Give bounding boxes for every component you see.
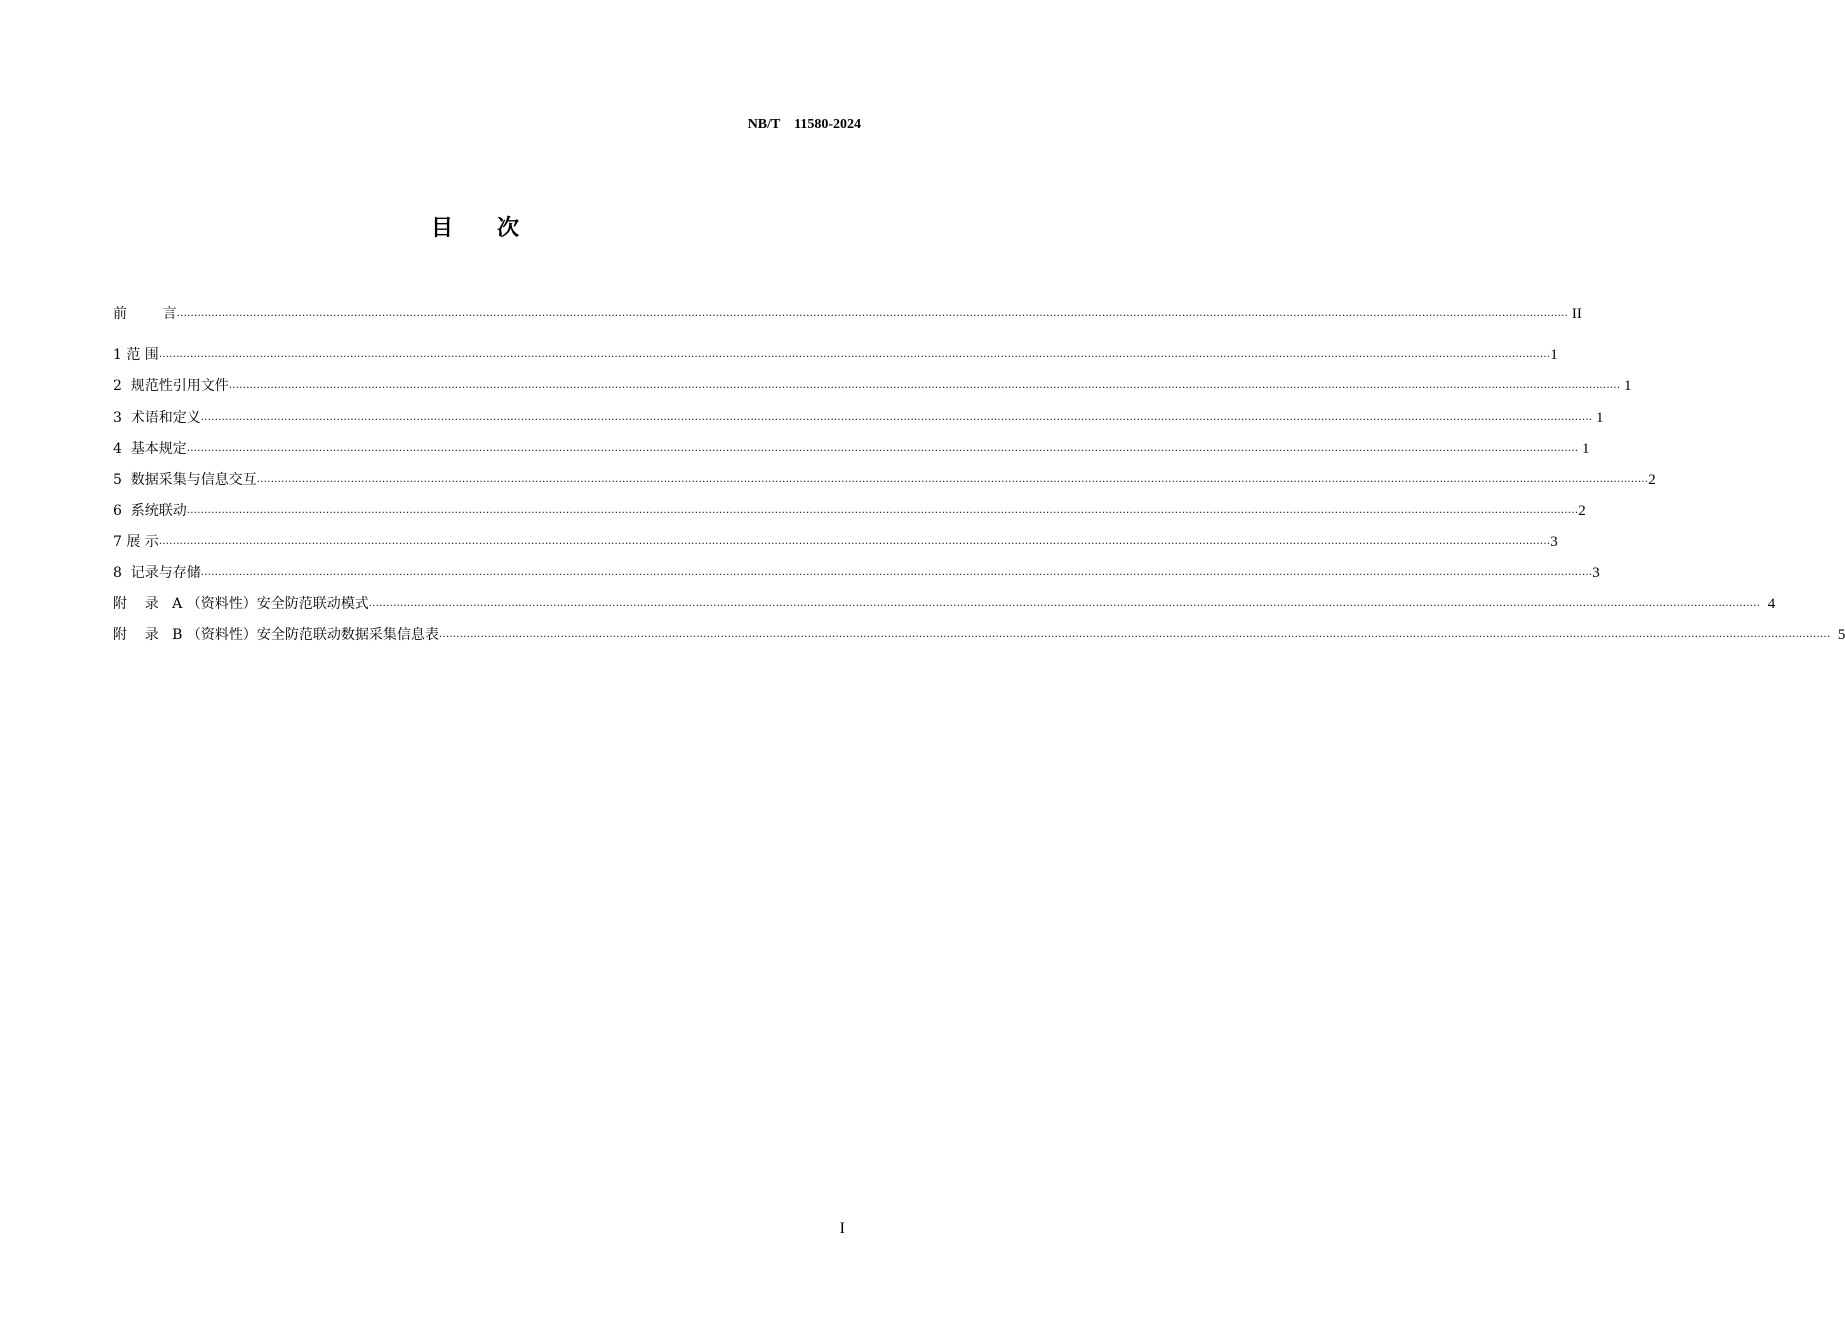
- toc-entry-label: 附 录 A （资料性）安全防范联动模式: [113, 596, 369, 612]
- toc-leader-dots: ................................................................................................................................................................................................................................................................................................................................................................................................................: [228, 380, 1621, 391]
- toc-entry-annex-b[interactable]: [113, 623, 1845, 645]
- toc-leader-dots: ................................................................................................................................................................................................................................................................................................................................................................................................................: [186, 505, 1579, 516]
- toc-entry-page: 2: [1648, 472, 1656, 488]
- toc-leader-dots: ................................................................................................................................................................................................................................................................................................................................................................................................................: [186, 443, 1579, 454]
- toc-entry-terms[interactable]: [113, 406, 1604, 428]
- toc-entry-display[interactable]: [113, 530, 1558, 552]
- toc-entry-normative-references[interactable]: [113, 374, 1632, 396]
- toc-leader-dots: ................................................................................................................................................................................................................................................................................................................................................................................................................: [176, 308, 1569, 319]
- toc-entry-page: 5: [1830, 627, 1845, 643]
- toc-entry-page: 2: [1578, 503, 1586, 519]
- toc-entry-page: 1: [1620, 378, 1632, 394]
- toc-leader-dots: ................................................................................................................................................................................................................................................................................................................................................................................................................: [368, 598, 1761, 609]
- toc-leader-dots: ................................................................................................................................................................................................................................................................................................................................................................................................................: [200, 567, 1593, 578]
- toc-entry-label: 1 范 围: [113, 347, 159, 363]
- toc-leader-dots: ................................................................................................................................................................................................................................................................................................................................................................................................................: [158, 536, 1551, 547]
- toc-entry-foreword[interactable]: [113, 302, 1582, 324]
- toc-entry-annex-a[interactable]: [113, 592, 1776, 614]
- toc-entry-system-linkage[interactable]: [113, 499, 1586, 521]
- toc-entry-page: 1: [1578, 441, 1590, 457]
- toc-entry-records-storage[interactable]: [113, 561, 1600, 583]
- toc-entry-label: 7 展 示: [113, 534, 159, 550]
- toc-entry-label: 前 言: [113, 306, 177, 322]
- toc-entry-data-acquisition[interactable]: [113, 468, 1656, 490]
- toc-entry-label: 6 系统联动: [113, 503, 187, 519]
- toc-entry-label: 3 术语和定义: [113, 410, 201, 426]
- toc-entry-page: 3: [1592, 565, 1600, 581]
- toc-entry-page: 4: [1760, 596, 1776, 612]
- toc-leader-dots: ................................................................................................................................................................................................................................................................................................................................................................................................................: [256, 474, 1649, 485]
- toc-entry-basic-provisions[interactable]: [113, 437, 1590, 459]
- toc-leader-dots: ................................................................................................................................................................................................................................................................................................................................................................................................................: [158, 349, 1551, 360]
- toc-entry-label: 4 基本规定: [113, 441, 187, 457]
- toc-entry-page: II: [1568, 306, 1582, 322]
- toc-entry-label: 8 记录与存储: [113, 565, 201, 581]
- toc-leader-dots: ................................................................................................................................................................................................................................................................................................................................................................................................................: [438, 629, 1831, 640]
- toc-entry-label: 2 规范性引用文件: [113, 378, 229, 394]
- page-number: I: [839, 1220, 845, 1237]
- toc-entry-label: 附 录 B （资料性）安全防范联动数据采集信息表: [113, 627, 439, 643]
- toc-title: 目次: [430, 216, 563, 241]
- toc-entry-page: 1: [1550, 347, 1558, 363]
- toc-leader-dots: ................................................................................................................................................................................................................................................................................................................................................................................................................: [200, 412, 1593, 423]
- toc-entry-page: 1: [1592, 410, 1604, 426]
- toc-entry-label: 5 数据采集与信息交互: [113, 472, 257, 488]
- toc-entry-page: 3: [1550, 534, 1558, 550]
- toc-entry-scope[interactable]: [113, 343, 1558, 365]
- standard-code: NB/T 11580-2024: [747, 117, 861, 132]
